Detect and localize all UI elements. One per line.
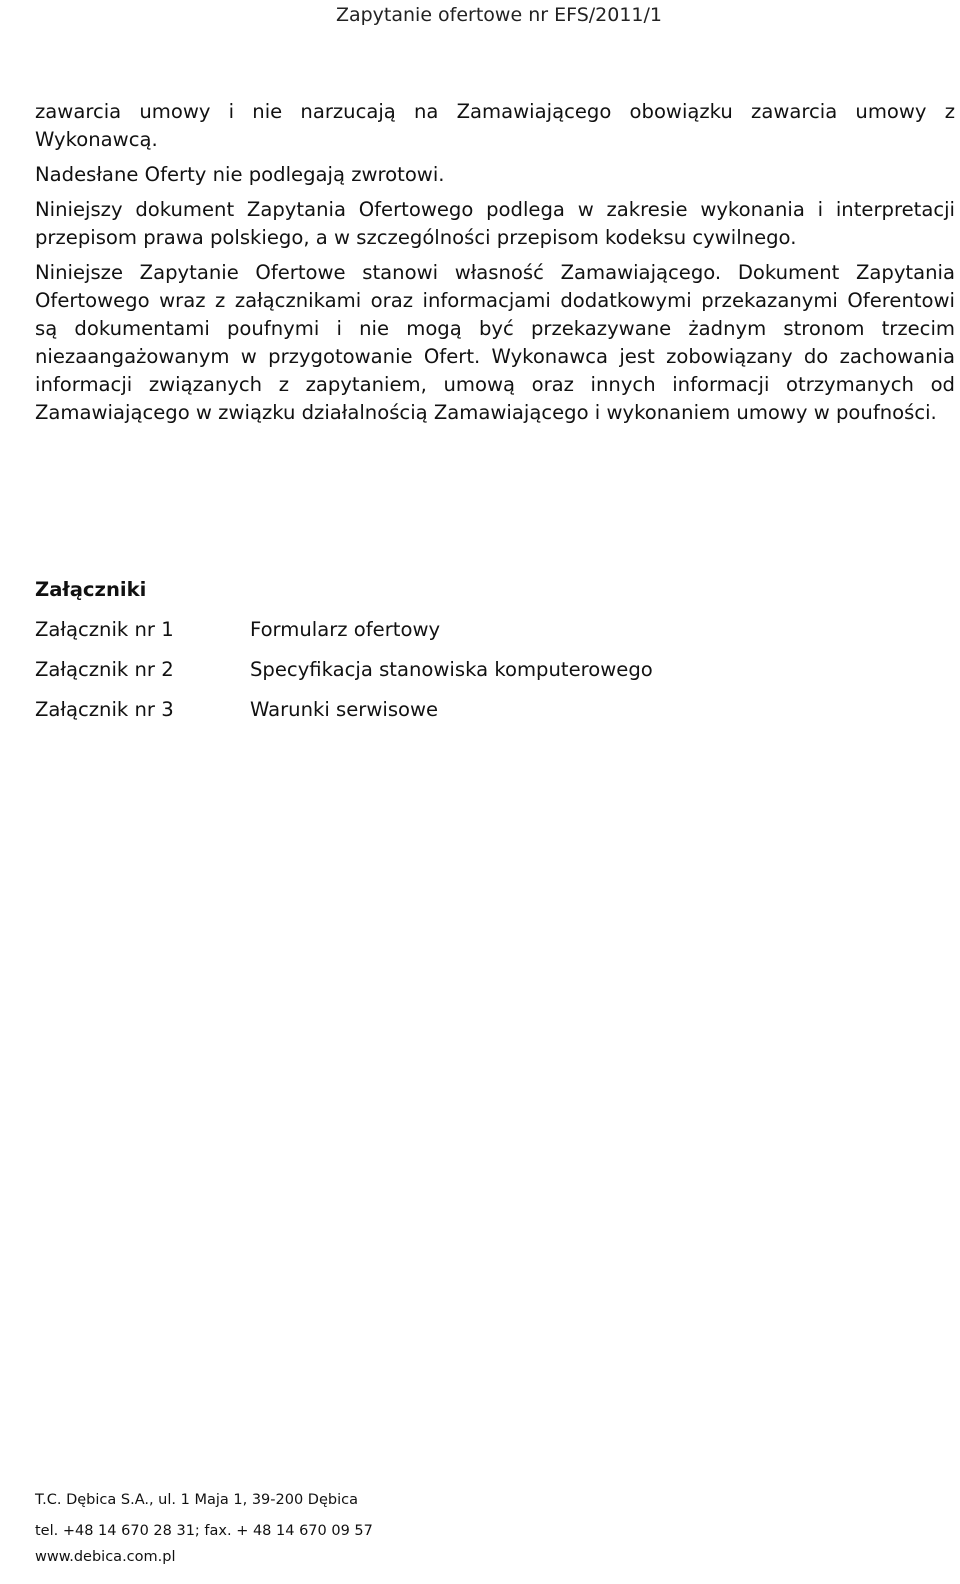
attachments-section (35, 576, 735, 736)
attachment-row (35, 696, 735, 736)
attachment-number: Załącznik nr 3 (35, 698, 174, 721)
paragraph-contract-obligation: zawarcia umowy i nie narzucają na Zamawiającego obowiązku zawarcia umowy z Wykonawcą. (35, 100, 955, 151)
page-header-title: Zapytanie ofertowe nr EFS/2011/1 (335, 4, 662, 26)
footer-phone-fax: tel. +48 14 670 28 31; fax. + 48 14 670 09 57 (35, 1523, 373, 1539)
footer-address: T.C. Dębica S.A., ul. 1 Maja 1, 39-200 Dębica (35, 1492, 358, 1508)
paragraph-confidentiality: Niniejsze Zapytanie Ofertowe stanowi własność Zamawiającego. Dokument Zapytania Ofertowego wraz z załącznikami oraz informacjami dodatkowymi przekazanymi Oferentowi są dokumentami poufnymi i nie mogą być przekazywane żadnym stronom trzecim niezaangażowanym w przygotowanie Ofert. Wykonawca jest zobowiązany do zachowania informacji związanych z zapytaniem, umową oraz innych informacji otrzymanych od Zamawiającego w związku działalnością Zamawiającego i wykonaniem umowy w poufności. (35, 261, 955, 424)
attachment-number: Załącznik nr 2 (35, 658, 174, 681)
attachment-description: Warunki serwisowe (250, 698, 439, 721)
attachment-description: Formularz ofertowy (250, 618, 441, 641)
paragraph-governing-law: Niniejszy dokument Zapytania Ofertowego podlega w zakresie wykonania i interpretacji przepisom prawa polskiego, a w szczególności przepisom kodeksu cywilnego. (35, 198, 955, 249)
attachment-row (35, 656, 735, 696)
attachment-description: Specyfikacja stanowiska komputerowego (250, 658, 653, 681)
attachments-heading: Załączniki (35, 578, 147, 601)
paragraph-offers-not-returned: Nadesłane Oferty nie podlegają zwrotowi. (35, 163, 445, 186)
attachment-number: Załącznik nr 1 (35, 618, 174, 641)
attachment-row (35, 616, 735, 656)
footer-website: www.debica.com.pl (35, 1549, 176, 1565)
document-body (35, 98, 955, 434)
